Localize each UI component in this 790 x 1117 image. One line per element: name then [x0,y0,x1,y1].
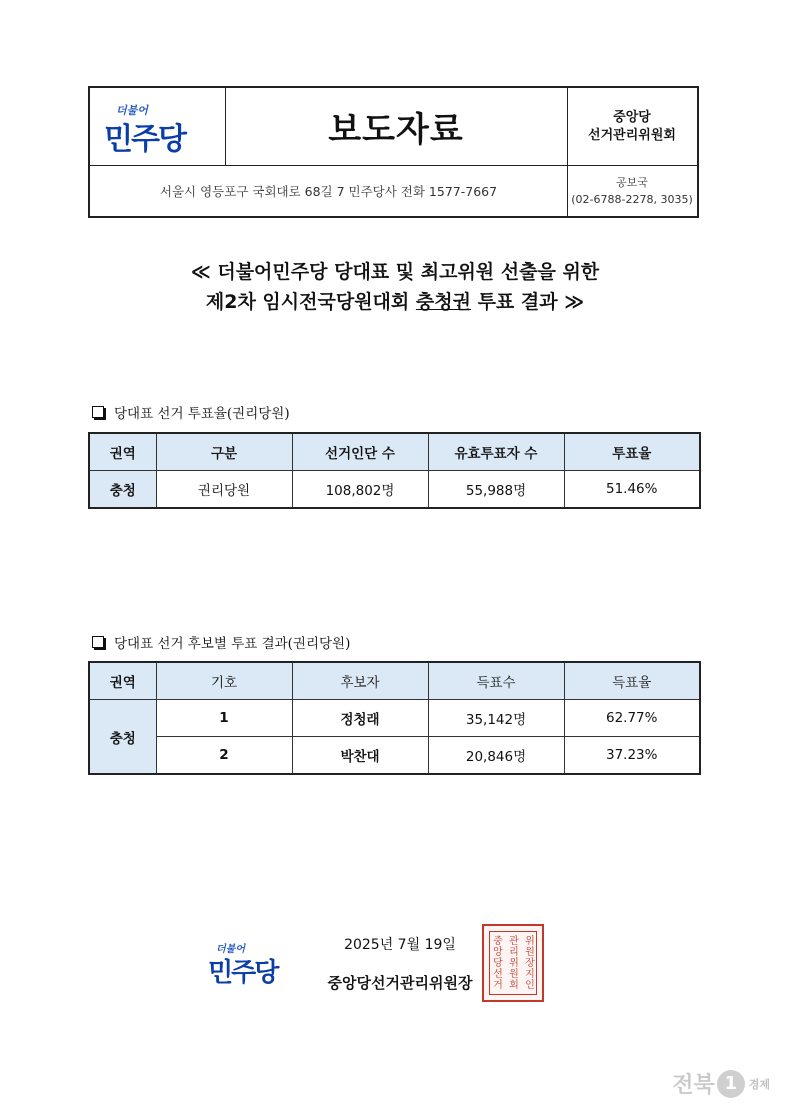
turnout-section-text: 당대표 선거 투표율(권리당원) [114,406,290,422]
turnout-header-category: 구분 [156,433,292,471]
document-title-line-1: ≪ 더불어민주당 당대표 및 최고위원 선출을 위한 [190,261,600,283]
results-number-cell: 2 [156,737,292,775]
turnout-electors-cell: 108,802명 [292,471,428,509]
official-seal-stamp [482,924,544,1002]
turnout-rate-cell: 51.46% [564,471,700,509]
release-date: 2025년 7월 19일 [344,937,456,953]
results-share-cell: 62.77% [564,700,700,737]
party-logo [104,100,214,156]
turnout-header-electors: 선거인단 수 [292,433,428,471]
results-region-cell: 충청 [89,700,156,775]
results-header-number: 기호 [156,662,292,700]
news-watermark-logo [672,1068,770,1099]
results-table [88,661,701,775]
organization-name [567,88,697,165]
document-title [0,257,790,317]
watermark-sub: 경제 [748,1077,770,1091]
title-region-underlined: 충청권 [415,291,471,313]
title-line-2-suffix: 투표 결과 ≫ [470,291,585,313]
results-candidate-cell: 박찬대 [292,737,428,775]
document-title-line-2 [0,287,790,317]
footer-logo-main-text: 민주당 [208,958,278,988]
turnout-voters-cell: 55,988명 [428,471,564,509]
footer-party-logo [208,940,298,990]
results-header-share: 득표율 [564,662,700,700]
party-logo-main-text: 민주당 [104,122,185,157]
results-section-label [92,632,350,652]
results-section-text: 당대표 선거 후보별 투표 결과(권리당원) [114,636,351,652]
results-header-region: 권역 [89,662,156,700]
seal-glyph: 중 앙 당 선 거 [493,936,503,991]
seal-glyph: 관 리 위 원 회 [509,936,519,991]
party-logo-cell [90,88,226,165]
results-share-cell: 37.23% [564,737,700,775]
table-row [89,737,700,775]
results-header-candidate: 후보자 [292,662,428,700]
turnout-section-label [92,402,290,422]
watermark-number: 1 [717,1070,745,1098]
party-logo-small-text: 더불어 [116,104,148,117]
results-candidate-cell: 정청래 [292,700,428,737]
seal-glyph: 위 원 장 지 인 [525,936,535,991]
turnout-header-voters: 유효투표자 수 [428,433,564,471]
press-release-header [88,86,699,218]
turnout-table [88,432,701,509]
results-header-votes: 득표수 [428,662,564,700]
results-number-cell: 1 [156,700,292,737]
turnout-header-region: 권역 [89,433,156,471]
title-line-2-prefix: 제2차 임시전국당원대회 [205,291,416,313]
results-votes-cell: 20,846명 [428,737,564,775]
contact-department: 공보국 [616,175,648,189]
turnout-header-rate: 투표율 [564,433,700,471]
press-release-title: 보도자료 [225,88,568,165]
table-row [89,471,700,509]
checkbox-bullet-icon [92,636,104,648]
contact-phone: (02-6788-2278, 3035) [571,192,693,206]
results-table-header [89,662,700,700]
header-top-row [90,88,697,166]
table-row [89,700,700,737]
results-votes-cell: 35,142명 [428,700,564,737]
contact-info [567,165,697,216]
checkbox-bullet-icon [92,406,104,418]
committee-signature: 중앙당선거관리위원장 [327,974,473,992]
watermark-text: 전북 [672,1073,715,1098]
footer-logo-small-text: 더불어 [216,944,245,955]
turnout-table-header [89,433,700,471]
organization-line-1: 중앙당 [613,109,651,125]
turnout-region-cell: 충청 [89,471,156,509]
organization-line-2: 선거관리위원회 [588,127,676,143]
header-bottom-row [90,165,697,216]
turnout-category-cell: 권리당원 [156,471,292,509]
address-text: 서울시 영등포구 국회대로 68길 7 민주당사 전화 1577-7667 [90,165,568,216]
